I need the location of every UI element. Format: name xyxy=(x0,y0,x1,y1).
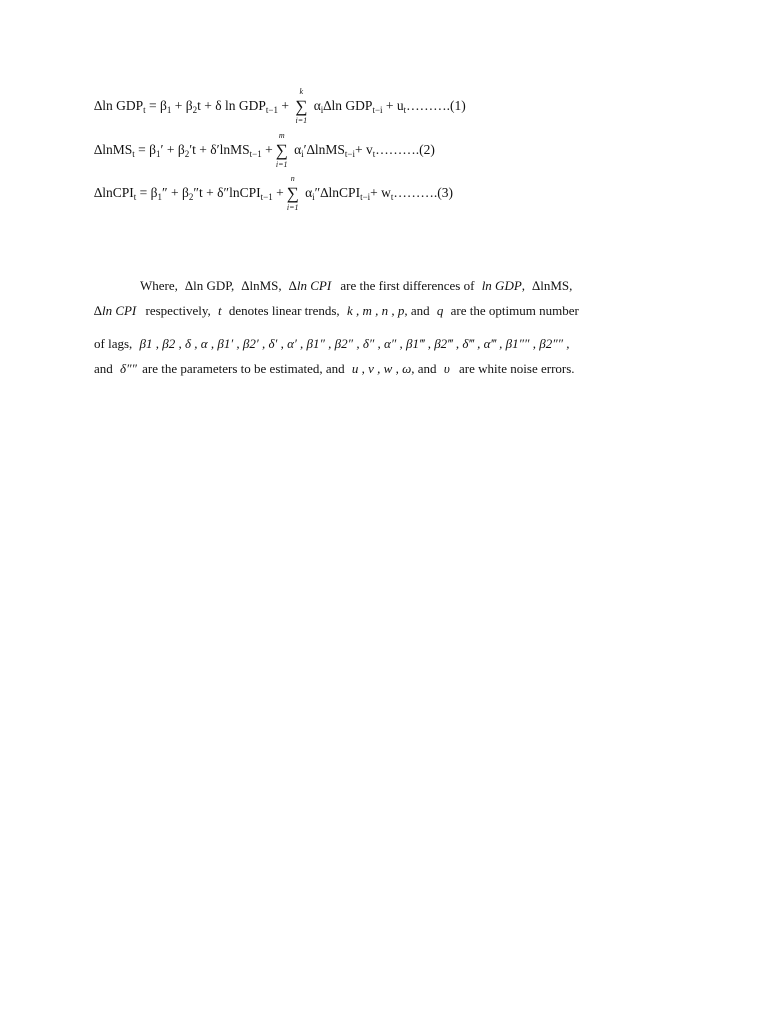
eq3-rhs-f: + w xyxy=(370,185,391,200)
eq3-lhs: ∆lnCPI xyxy=(94,185,134,200)
eq2-lag-sub: t−1 xyxy=(249,149,262,159)
eq3-alpha-sub: i xyxy=(312,192,315,202)
summation-symbol: ∑ n i=1 xyxy=(286,174,299,212)
eq1-lag-sub: t−1 xyxy=(265,105,278,115)
eq2-rhs-c: ′t + δ′lnMS xyxy=(189,142,250,157)
paragraph-line-2 xyxy=(94,303,579,319)
and-word-2: , and xyxy=(411,361,437,376)
eq2-number: ……….(2) xyxy=(375,142,435,157)
eq3-number: ……….(3) xyxy=(393,185,454,200)
eq2-lhs-sub: t xyxy=(132,149,135,159)
eq1-rhs-b: + β xyxy=(171,98,193,113)
eq1-number: ……….(1) xyxy=(406,98,466,113)
eq2-b2-sub: 2 xyxy=(184,149,190,159)
eq1-sum-top: k xyxy=(299,87,304,96)
ln-gdp-term: ln GDP xyxy=(481,278,522,293)
separator: , xyxy=(278,278,282,293)
white-noise-text: are white noise errors. xyxy=(459,361,575,376)
delta-ms-term-2: ∆lnMS xyxy=(532,278,570,293)
delta-cpi-term-2: ∆ln CPI xyxy=(94,303,137,318)
separator: , xyxy=(521,278,526,293)
of-lags-text: of lags, xyxy=(94,336,133,351)
t-symbol: t xyxy=(217,303,222,318)
and-word: and xyxy=(94,361,113,376)
paragraph-line-4 xyxy=(94,361,575,377)
eq3-b2-sub: 2 xyxy=(188,192,194,202)
eq3-b1-sub: 1 xyxy=(157,192,163,202)
eq3-rhs-c: ″t + δ″lnCPI xyxy=(193,185,261,200)
eq1-b1-sub: 1 xyxy=(166,105,172,115)
eq2-rhs-e: ′∆lnMS xyxy=(303,142,345,157)
eq2-sum-top: m xyxy=(278,131,285,140)
eq3-rhs-e: ″∆lnCPI xyxy=(314,185,361,200)
eq1-err-sub: t xyxy=(403,105,407,115)
eq3-lag2-sub: t−i xyxy=(360,192,371,202)
eq2-lhs: ∆lnMS xyxy=(94,142,133,157)
delta-gdp-term: ∆ln GDP xyxy=(185,278,232,293)
eq1-lhs: ∆ln GDP xyxy=(94,98,144,113)
summation-symbol: ∑ k i=1 xyxy=(295,87,308,125)
delta-cpi-term: ∆ln CPI xyxy=(288,278,332,293)
eq2-rhs-b: ′ + β xyxy=(160,142,185,157)
eq2-err-sub: t xyxy=(372,149,376,159)
equation-3: ∆lnCPI$_t$ = $\beta_1'' + \beta_2''t$ + δ″lnCPI$_{t-1}$ + ∑ n i=1 $\alpha_i''\Delta lnCPI_{t-i}+$ $w_t\dots\dots\dots.(3)$ xyxy=(94,174,454,212)
eq2-alpha-sub: i xyxy=(301,149,304,159)
eq2-sum-bot: i=1 xyxy=(275,160,288,169)
eq1-b2-sub: 2 xyxy=(192,105,198,115)
paragraph-line-3 xyxy=(94,336,570,352)
delta-ms-term: ∆lnMS xyxy=(241,278,279,293)
optimum-number-text: are the optimum number xyxy=(450,303,579,318)
eq1-rhs-f: + u xyxy=(382,98,404,113)
eq2-b1-sub: 1 xyxy=(156,149,161,159)
where-word: Where, xyxy=(140,278,178,293)
eq1-rhs-d: α xyxy=(313,98,321,113)
parameter-symbols: β1 , β2 , δ , α , β1′ , β2′ , δ′ , α′ , β1″ , β2″ , δ″ , α″ , β1‴ , β2‴ , δ‴ , α‴ , β1″″ , β2″″ , xyxy=(139,336,570,351)
eq2-lag2-sub: t−i xyxy=(344,149,355,159)
separator: , xyxy=(231,278,235,293)
summation-symbol: ∑ m i=1 xyxy=(275,131,288,169)
eq3-sum-top: n xyxy=(290,174,295,183)
eq1-rhs-a: = β xyxy=(149,98,167,113)
equation-2: ∆lnMS$_t$ = $\beta_1' + \beta_2't$ + δ′lnMS$_{t-1}$ + ∑ m i=1 $\alpha_i'\Delta lnMS_{t-i}+$ $v_t\dots\dots\dots.(2)$ xyxy=(94,131,435,169)
lag-symbols: k , m , n , p xyxy=(346,303,405,318)
eq3-rhs-b: ″ + β xyxy=(162,185,189,200)
separator: , xyxy=(569,278,573,293)
and-word: , and xyxy=(404,303,430,318)
eq1-sum-bot: i=1 xyxy=(295,116,308,125)
eq1-rhs-e: ∆ln GDP xyxy=(323,98,373,113)
eq3-lag-sub: t−1 xyxy=(260,192,273,202)
delta-quad-prime-symbol: δ″″ xyxy=(120,361,137,376)
eq3-err-sub: t xyxy=(390,192,394,202)
respectively-text: respectively, xyxy=(145,303,211,318)
linear-trends-text: denotes linear trends, xyxy=(228,303,340,318)
eq2-rhs-a: = β xyxy=(138,142,157,157)
eq1-lhs-sub: t xyxy=(143,105,146,115)
q-symbol: q xyxy=(436,303,444,318)
first-differences-text: are the first differences of xyxy=(340,278,475,293)
eq3-sum-bot: i=1 xyxy=(286,203,299,212)
upsilon-symbol: υ xyxy=(443,361,450,376)
equation-1: ∆ln $GDP_t = \beta_1 + \beta_2t + \delta$ $\ln GDP_{t-1}$ + ∑ k i=1 $\alpha_i\Delta\ln$ $GDP_{t-i}$ + $u_t\dots\dots\dots.(1)$ xyxy=(94,87,466,125)
eq1-alpha-sub: i xyxy=(320,105,324,115)
eq3-rhs-a: = β xyxy=(139,185,158,200)
eq1-lag2-sub: t−i xyxy=(372,105,383,115)
eq1-rhs-c: t + δ ln GDP xyxy=(197,98,266,113)
paragraph-line-1 xyxy=(140,278,572,294)
parameters-estimated-text: are the parameters to be estimated, and xyxy=(142,361,345,376)
eq3-lhs-sub: t xyxy=(133,192,137,202)
error-symbols: u , v , w , ω xyxy=(351,361,412,376)
eq2-rhs-f: + v xyxy=(354,142,373,157)
